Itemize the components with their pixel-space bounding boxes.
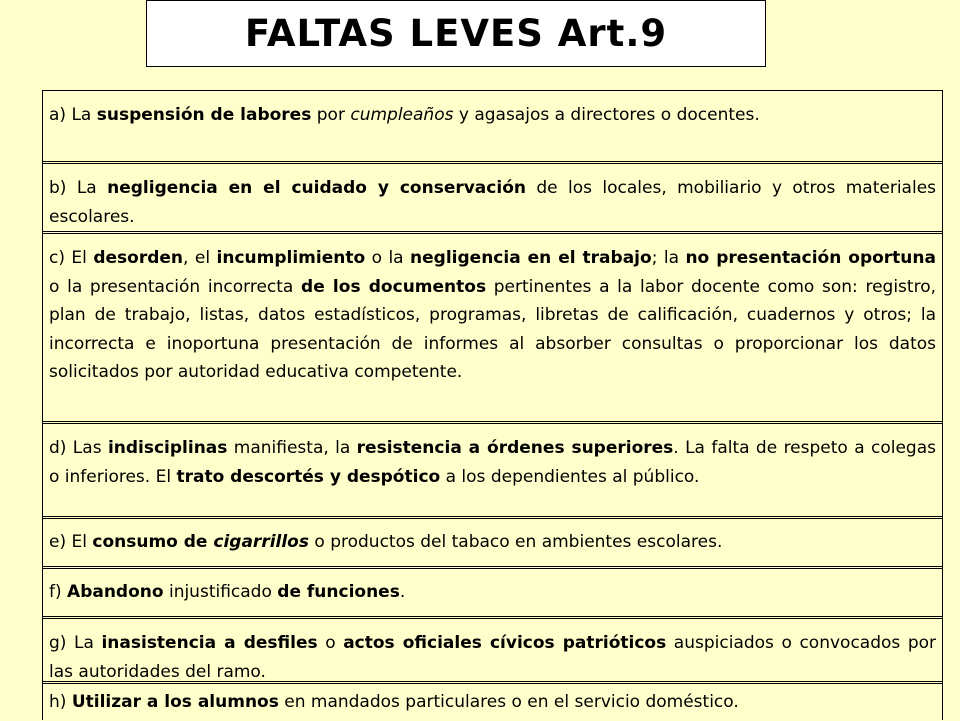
item-e-bold-italic: cigarrillos (213, 532, 309, 552)
item-e-text: o productos del tabaco en ambientes escolares. (308, 532, 723, 552)
item-c-text: , el (183, 248, 217, 268)
item-a-text: y agasajos a directores o docentes. (453, 105, 760, 125)
item-c-text: o la (365, 248, 411, 268)
item-c-bold: desorden (93, 248, 184, 268)
item-c-text: pertinentes a la labor docente como son: registro, plan de trabajo, listas, datos estadísticos, programas, libretas de calificación, cuadernos y otros; la incorrecta e inoportuna presentación de informes al absorber consultas o proporcionar los datos solicitados por autoridad educativa competente. (49, 276, 936, 383)
item-f (43, 566, 942, 616)
item-c-bold: de los documentos (301, 276, 487, 297)
item-d-text: a los dependientes al público. (440, 466, 700, 487)
item-g-text: g) La (49, 633, 102, 653)
item-e (43, 516, 942, 566)
item-h-text: en mandados particulares o en el servicio doméstico. (278, 692, 739, 712)
faults-table (42, 90, 943, 720)
title-box (146, 0, 766, 67)
item-g-text: auspiciados o convocados por las autoridades del ramo. (49, 633, 937, 682)
item-d-text: manifiesta, la (227, 438, 357, 458)
item-f-text: injustificado (163, 582, 278, 602)
item-e-text: e) El (49, 532, 93, 552)
item-d-text: d) Las (49, 438, 108, 458)
item-h-text: h) (49, 692, 72, 712)
item-b-text: b) La (49, 178, 108, 198)
item-c-text: ; la (651, 248, 686, 268)
item-c-bold: negligencia en el trabajo (410, 248, 652, 268)
item-d-bold: indisciplinas (107, 438, 228, 458)
item-d-text: . La falta de respeto a colegas o inferiores. El (49, 438, 936, 487)
item-d-bold: trato descortés y despótico (176, 466, 441, 487)
item-c-text: c) El (49, 248, 94, 268)
item-a-italic: cumpleaños (350, 105, 454, 125)
item-b (43, 161, 942, 231)
item-c-bold: incumplimiento (216, 248, 366, 268)
item-a (43, 91, 942, 161)
page-title: FALTAS LEVES Art.9 (244, 12, 668, 55)
item-f-text: f) (49, 582, 68, 602)
item-g (43, 616, 942, 686)
item-e-bold: consumo de (92, 532, 214, 552)
item-b-bold: negligencia en el cuidado y conservación (107, 178, 526, 198)
item-a-text: por (311, 105, 351, 125)
item-d (43, 421, 942, 516)
item-g-text: o (317, 633, 344, 653)
item-h (43, 681, 942, 721)
item-a-text: a) La (49, 105, 97, 125)
item-c-text: o la presentación incorrecta (49, 276, 302, 297)
item-c-bold: no presentación oportuna (685, 248, 936, 268)
item-h-bold: Utilizar a los alumnos (71, 692, 279, 712)
item-d-bold: resistencia a órdenes superiores (356, 438, 674, 458)
item-f-text: . (399, 582, 406, 602)
item-f-bold: de funciones (277, 582, 400, 602)
item-f-bold: Abandono (67, 582, 164, 602)
item-a-bold: suspensión de labores (96, 105, 312, 125)
item-g-bold: inasistencia a desfiles (101, 633, 318, 653)
item-b-text: de los locales, mobiliario y otros materiales escolares. (49, 178, 937, 227)
item-g-bold: actos oficiales cívicos patrióticos (343, 633, 667, 653)
item-c (43, 231, 942, 421)
